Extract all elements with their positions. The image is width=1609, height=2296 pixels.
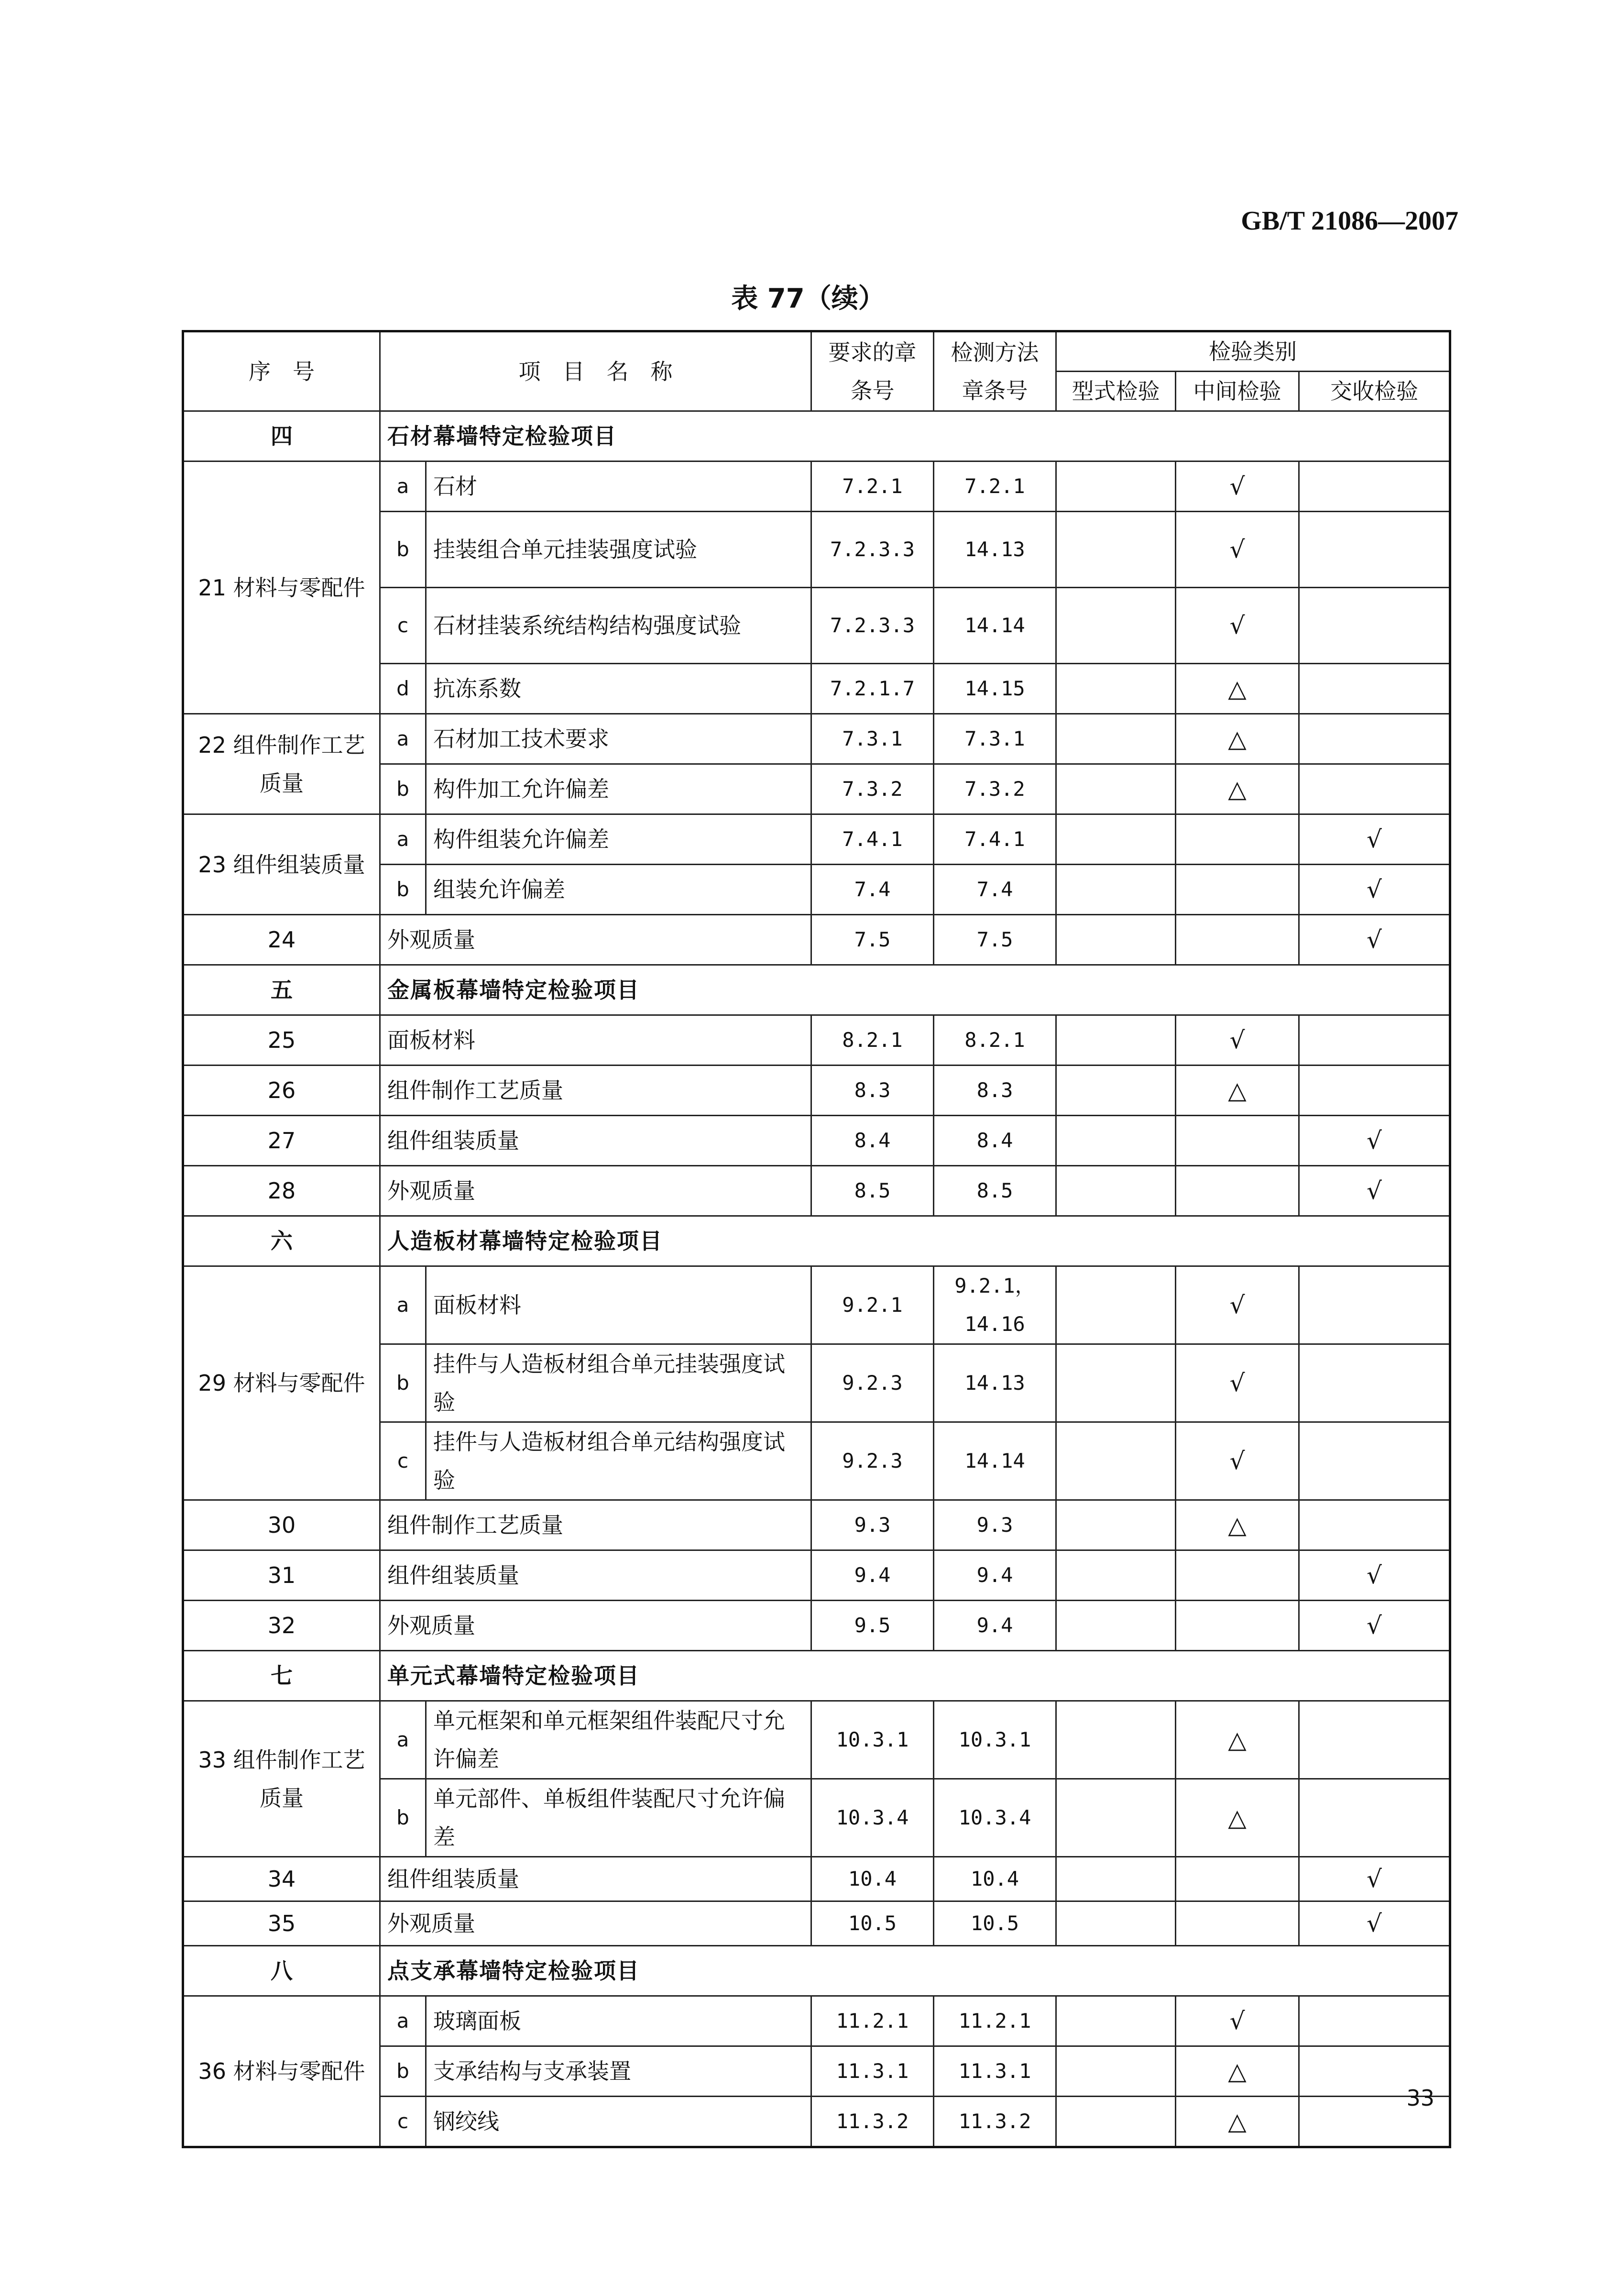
- sub-item-index: a: [380, 1701, 426, 1779]
- type-test-mark: [1056, 2097, 1176, 2147]
- method-clause: 10.3.4: [934, 1779, 1056, 1857]
- header-mid-test: 中间检验: [1176, 372, 1299, 411]
- accept-test-mark: √: [1299, 1601, 1450, 1651]
- type-test-mark: [1056, 1701, 1176, 1779]
- table-row: [183, 1601, 1450, 1651]
- table-row: [183, 1266, 1450, 1344]
- method-clause: 14.14: [934, 588, 1056, 664]
- req-clause: 10.3.1: [811, 1701, 934, 1779]
- accept-test-mark: √: [1299, 915, 1450, 965]
- accept-test-mark: √: [1299, 1901, 1450, 1946]
- mid-test-mark: √: [1176, 1996, 1299, 2046]
- item-name: 抗冻系数: [426, 664, 811, 714]
- accept-test-mark: [1299, 764, 1450, 814]
- req-clause: 8.4: [811, 1116, 934, 1166]
- page-number: 33: [1406, 2085, 1434, 2111]
- type-test-mark: [1056, 1015, 1176, 1066]
- table-body: [183, 411, 1450, 2147]
- inspection-table: [182, 330, 1451, 2148]
- table-row: [183, 1550, 1450, 1601]
- item-number: 25: [183, 1015, 380, 1066]
- type-test-mark: [1056, 664, 1176, 714]
- item-number: 31: [183, 1550, 380, 1601]
- mid-test-mark: △: [1176, 2097, 1299, 2147]
- section-number: 六: [183, 1216, 380, 1266]
- req-clause: 7.5: [811, 915, 934, 965]
- req-clause: 7.2.3.3: [811, 512, 934, 588]
- type-test-mark: [1056, 1266, 1176, 1344]
- table-row: [183, 1701, 1450, 1779]
- accept-test-mark: [1299, 1344, 1450, 1422]
- item-name: 挂件与人造板材组合单元结构强度试验: [426, 1422, 811, 1500]
- type-test-mark: [1056, 461, 1176, 512]
- method-clause: 8.3: [934, 1066, 1056, 1116]
- item-name: 面板材料: [380, 1015, 811, 1066]
- req-clause: 8.2.1: [811, 1015, 934, 1066]
- accept-test-mark: [1299, 1066, 1450, 1116]
- method-clause: 10.5: [934, 1901, 1056, 1946]
- table-row: [183, 1996, 1450, 2046]
- type-test-mark: [1056, 814, 1176, 865]
- sub-item-index: c: [380, 588, 426, 664]
- table-row: [183, 1066, 1450, 1116]
- header-accept-test: 交收检验: [1299, 372, 1450, 411]
- mid-test-mark: [1176, 814, 1299, 865]
- item-name: 石材挂装系统结构结构强度试验: [426, 588, 811, 664]
- section-row: [183, 411, 1450, 461]
- mid-test-mark: △: [1176, 2046, 1299, 2097]
- header-item-name: 项 目 名 称: [380, 331, 811, 411]
- req-clause: 10.5: [811, 1901, 934, 1946]
- item-number: 24: [183, 915, 380, 965]
- item-name: 挂装组合单元挂装强度试验: [426, 512, 811, 588]
- type-test-mark: [1056, 1066, 1176, 1116]
- method-clause: 8.2.1: [934, 1015, 1056, 1066]
- section-title: 金属板幕墙特定检验项目: [380, 965, 1450, 1015]
- type-test-mark: [1056, 1116, 1176, 1166]
- method-clause: 8.5: [934, 1166, 1056, 1216]
- mid-test-mark: [1176, 1601, 1299, 1651]
- type-test-mark: [1056, 1601, 1176, 1651]
- section-title: 单元式幕墙特定检验项目: [380, 1651, 1450, 1701]
- method-clause: 7.4.1: [934, 814, 1056, 865]
- mid-test-mark: √: [1176, 1422, 1299, 1500]
- accept-test-mark: [1299, 714, 1450, 764]
- type-test-mark: [1056, 1422, 1176, 1500]
- item-name: 单元框架和单元框架组件装配尺寸允许偏差: [426, 1701, 811, 1779]
- req-clause: 9.2.1: [811, 1266, 934, 1344]
- accept-test-mark: √: [1299, 1116, 1450, 1166]
- item-number: 27: [183, 1116, 380, 1166]
- req-clause: 8.3: [811, 1066, 934, 1116]
- method-clause: 9.3: [934, 1500, 1056, 1550]
- req-clause: 9.4: [811, 1550, 934, 1601]
- section-number: 四: [183, 411, 380, 461]
- accept-test-mark: √: [1299, 814, 1450, 865]
- item-name: 外观质量: [380, 1166, 811, 1216]
- table-row: [183, 1116, 1450, 1166]
- method-clause: 8.4: [934, 1116, 1056, 1166]
- sub-item-index: b: [380, 2046, 426, 2097]
- item-name: 玻璃面板: [426, 1996, 811, 2046]
- item-name: 石材加工技术要求: [426, 714, 811, 764]
- type-test-mark: [1056, 714, 1176, 764]
- req-clause: 7.2.1: [811, 461, 934, 512]
- accept-test-mark: [1299, 1500, 1450, 1550]
- req-clause: 7.3.2: [811, 764, 934, 814]
- item-name: 组件组装质量: [380, 1857, 811, 1901]
- item-number: 32: [183, 1601, 380, 1651]
- method-clause: 11.2.1: [934, 1996, 1056, 2046]
- mid-test-mark: [1176, 1550, 1299, 1601]
- table-row: [183, 1015, 1450, 1066]
- table-row: [183, 1901, 1450, 1946]
- type-test-mark: [1056, 1779, 1176, 1857]
- mid-test-mark: [1176, 865, 1299, 915]
- item-group: 33 组件制作工艺质量: [183, 1701, 380, 1857]
- table-row: [183, 1857, 1450, 1901]
- method-clause: 9.4: [934, 1601, 1056, 1651]
- accept-test-mark: [1299, 1701, 1450, 1779]
- type-test-mark: [1056, 1857, 1176, 1901]
- item-name: 构件组装允许偏差: [426, 814, 811, 865]
- req-clause: 7.2.1.7: [811, 664, 934, 714]
- sub-item-index: a: [380, 1266, 426, 1344]
- sub-item-index: b: [380, 1344, 426, 1422]
- item-number: 34: [183, 1857, 380, 1901]
- item-name: 组件组装质量: [380, 1116, 811, 1166]
- item-name: 构件加工允许偏差: [426, 764, 811, 814]
- header-req-clause: 要求的章条号: [811, 331, 934, 411]
- mid-test-mark: √: [1176, 1015, 1299, 1066]
- standard-number: GB/T 21086—2007: [1241, 206, 1458, 236]
- type-test-mark: [1056, 1500, 1176, 1550]
- accept-test-mark: [1299, 461, 1450, 512]
- mid-test-mark: [1176, 1166, 1299, 1216]
- section-number: 五: [183, 965, 380, 1015]
- table-row: [183, 1166, 1450, 1216]
- req-clause: 7.4.1: [811, 814, 934, 865]
- method-clause: 11.3.1: [934, 2046, 1056, 2097]
- type-test-mark: [1056, 1901, 1176, 1946]
- req-clause: 7.4: [811, 865, 934, 915]
- method-clause: 7.3.1: [934, 714, 1056, 764]
- type-test-mark: [1056, 1166, 1176, 1216]
- mid-test-mark: [1176, 1901, 1299, 1946]
- section-title: 点支承幕墙特定检验项目: [380, 1946, 1450, 1996]
- table-row: [183, 915, 1450, 965]
- item-name: 组件制作工艺质量: [380, 1500, 811, 1550]
- item-name: 钢绞线: [426, 2097, 811, 2147]
- req-clause: 11.2.1: [811, 1996, 934, 2046]
- req-clause: 9.2.3: [811, 1422, 934, 1500]
- method-clause: 10.4: [934, 1857, 1056, 1901]
- mid-test-mark: √: [1176, 1266, 1299, 1344]
- item-name: 支承结构与支承装置: [426, 2046, 811, 2097]
- mid-test-mark: √: [1176, 512, 1299, 588]
- sub-item-index: a: [380, 1996, 426, 2046]
- req-clause: 7.3.1: [811, 714, 934, 764]
- table-row: [183, 461, 1450, 512]
- accept-test-mark: √: [1299, 1857, 1450, 1901]
- header-method-clause: 检测方法章条号: [934, 331, 1056, 411]
- sub-item-index: b: [380, 764, 426, 814]
- sub-item-index: c: [380, 1422, 426, 1500]
- table-row: [183, 814, 1450, 865]
- req-clause: 10.4: [811, 1857, 934, 1901]
- item-name: 外观质量: [380, 1601, 811, 1651]
- section-number: 七: [183, 1651, 380, 1701]
- method-clause: 7.4: [934, 865, 1056, 915]
- accept-test-mark: √: [1299, 1550, 1450, 1601]
- req-clause: 9.2.3: [811, 1344, 934, 1422]
- item-name: 面板材料: [426, 1266, 811, 1344]
- sub-item-index: a: [380, 714, 426, 764]
- item-group: 29 材料与零配件: [183, 1266, 380, 1500]
- sub-item-index: a: [380, 814, 426, 865]
- item-name: 石材: [426, 461, 811, 512]
- accept-test-mark: [1299, 1422, 1450, 1500]
- mid-test-mark: △: [1176, 764, 1299, 814]
- item-number: 26: [183, 1066, 380, 1116]
- mid-test-mark: △: [1176, 1701, 1299, 1779]
- type-test-mark: [1056, 588, 1176, 664]
- item-name: 挂件与人造板材组合单元挂装强度试验: [426, 1344, 811, 1422]
- accept-test-mark: [1299, 1015, 1450, 1066]
- sub-item-index: b: [380, 1779, 426, 1857]
- method-clause: 11.3.2: [934, 2097, 1056, 2147]
- mid-test-mark: [1176, 1857, 1299, 1901]
- type-test-mark: [1056, 2046, 1176, 2097]
- table-title: 表 77（续）: [731, 283, 885, 314]
- sub-item-index: b: [380, 865, 426, 915]
- req-clause: 10.3.4: [811, 1779, 934, 1857]
- req-clause: 8.5: [811, 1166, 934, 1216]
- method-clause: 14.13: [934, 512, 1056, 588]
- item-number: 35: [183, 1901, 380, 1946]
- req-clause: 11.3.1: [811, 2046, 934, 2097]
- method-clause: 10.3.1: [934, 1701, 1056, 1779]
- sub-item-index: a: [380, 461, 426, 512]
- section-row: [183, 1651, 1450, 1701]
- sub-item-index: b: [380, 512, 426, 588]
- mid-test-mark: △: [1176, 1779, 1299, 1857]
- req-clause: 9.3: [811, 1500, 934, 1550]
- method-clause: 7.2.1: [934, 461, 1056, 512]
- mid-test-mark: √: [1176, 461, 1299, 512]
- mid-test-mark: △: [1176, 1066, 1299, 1116]
- type-test-mark: [1056, 1344, 1176, 1422]
- section-number: 八: [183, 1946, 380, 1996]
- method-clause: 14.14: [934, 1422, 1056, 1500]
- item-group: 36 材料与零配件: [183, 1996, 380, 2147]
- accept-test-mark: √: [1299, 1166, 1450, 1216]
- sub-item-index: c: [380, 2097, 426, 2147]
- item-name: 单元部件、单板组件装配尺寸允许偏差: [426, 1779, 811, 1857]
- req-clause: 11.3.2: [811, 2097, 934, 2147]
- item-group: 22 组件制作工艺质量: [183, 714, 380, 814]
- type-test-mark: [1056, 1996, 1176, 2046]
- mid-test-mark: [1176, 1116, 1299, 1166]
- item-number: 30: [183, 1500, 380, 1550]
- item-name: 组件组装质量: [380, 1550, 811, 1601]
- section-title: 人造板材幕墙特定检验项目: [380, 1216, 1450, 1266]
- method-clause: 14.15: [934, 664, 1056, 714]
- sub-item-index: d: [380, 664, 426, 714]
- method-clause: 9.2.1，14.16: [934, 1266, 1056, 1344]
- item-name: 组装允许偏差: [426, 865, 811, 915]
- method-clause: 14.13: [934, 1344, 1056, 1422]
- section-title: 石材幕墙特定检验项目: [380, 411, 1450, 461]
- section-row: [183, 965, 1450, 1015]
- accept-test-mark: √: [1299, 865, 1450, 915]
- section-row: [183, 1946, 1450, 1996]
- method-clause: 7.5: [934, 915, 1056, 965]
- table-row: [183, 714, 1450, 764]
- item-group: 21 材料与零配件: [183, 461, 380, 714]
- accept-test-mark: [1299, 588, 1450, 664]
- type-test-mark: [1056, 915, 1176, 965]
- header-inspection-category: 检验类别: [1056, 331, 1450, 372]
- mid-test-mark: △: [1176, 664, 1299, 714]
- type-test-mark: [1056, 865, 1176, 915]
- accept-test-mark: [1299, 664, 1450, 714]
- header-type-test: 型式检验: [1056, 372, 1176, 411]
- item-number: 28: [183, 1166, 380, 1216]
- section-row: [183, 1216, 1450, 1266]
- item-name: 组件制作工艺质量: [380, 1066, 811, 1116]
- method-clause: 7.3.2: [934, 764, 1056, 814]
- type-test-mark: [1056, 1550, 1176, 1601]
- mid-test-mark: △: [1176, 1500, 1299, 1550]
- mid-test-mark: [1176, 915, 1299, 965]
- req-clause: 7.2.3.3: [811, 588, 934, 664]
- type-test-mark: [1056, 764, 1176, 814]
- accept-test-mark: [1299, 512, 1450, 588]
- item-group: 23 组件组装质量: [183, 814, 380, 915]
- header-seq: 序 号: [183, 331, 380, 411]
- item-name: 外观质量: [380, 1901, 811, 1946]
- table-row: [183, 1500, 1450, 1550]
- req-clause: 9.5: [811, 1601, 934, 1651]
- mid-test-mark: √: [1176, 1344, 1299, 1422]
- method-clause: 9.4: [934, 1550, 1056, 1601]
- item-name: 外观质量: [380, 915, 811, 965]
- accept-test-mark: [1299, 1266, 1450, 1344]
- mid-test-mark: △: [1176, 714, 1299, 764]
- type-test-mark: [1056, 512, 1176, 588]
- mid-test-mark: √: [1176, 588, 1299, 664]
- accept-test-mark: [1299, 1996, 1450, 2046]
- header-row-1: [183, 331, 1450, 372]
- accept-test-mark: [1299, 1779, 1450, 1857]
